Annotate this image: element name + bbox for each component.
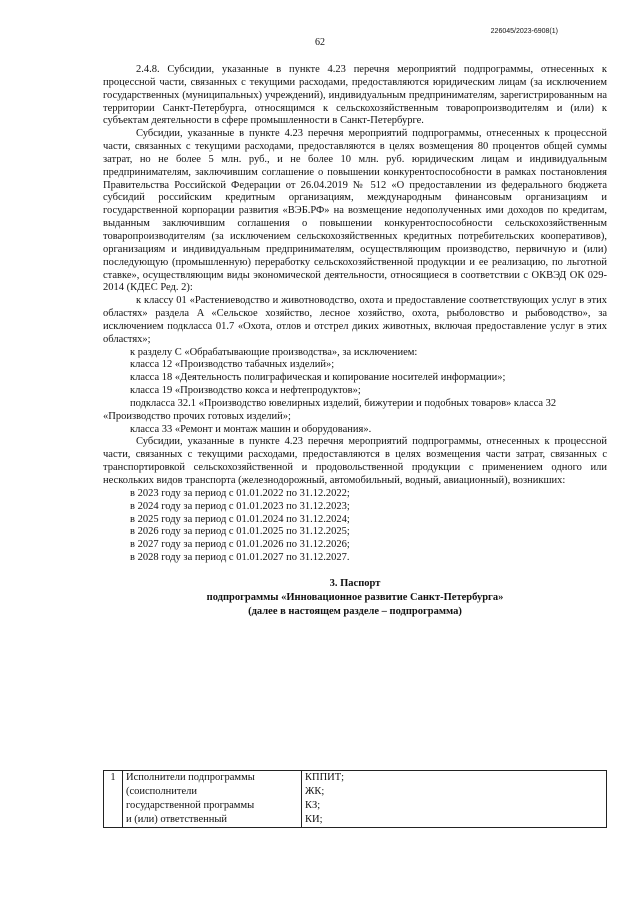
value-line: КППИТ;: [305, 772, 345, 783]
row-label-cell: [123, 771, 302, 828]
value-line: КЗ;: [305, 800, 321, 811]
row-value-cell: [302, 771, 607, 828]
document-body: [103, 64, 607, 619]
label-line: Исполнители подпрограммы: [126, 772, 255, 783]
label-line: и (или) ответственный: [126, 814, 228, 825]
row-number-cell: 1: [104, 771, 123, 828]
exclusion-list: [103, 347, 607, 437]
paragraph-transport: Субсидии, указанные в пункте 4.23 перечня мероприятий подпрограммы, отнесенных к процессной части, связанных с текущими расходами, предоставляются в целях возмещения части затрат, связанных с транспортировкой сельскохозяйственной и продовольственной продукции с применением одного или нескольких видов транспорта (железнодорожный, автомобильный, водный, авиационный), возникших:: [103, 436, 607, 486]
label-line: (соисполнители: [126, 786, 198, 797]
year-period-item: в 2026 году за период с 01.01.2025 по 31.12.2025;: [130, 526, 350, 538]
list-item: класса 18 «Деятельность полиграфическая и копирование носителей информации»;: [130, 372, 506, 384]
year-period-item: в 2024 году за период с 01.01.2023 по 31.12.2023;: [130, 500, 350, 512]
table-row: [104, 771, 607, 828]
document-id: 226045/2023-6908(1): [490, 28, 558, 35]
value-line: КИ;: [305, 814, 323, 825]
year-periods-list: [103, 488, 607, 565]
paragraph-subsidies-conditions: Субсидии, указанные в пункте 4.23 перечня мероприятий подпрограммы, отнесенных к процессной части, связанных с текущими расходами, предоставляются в целях возмещения 80 процентов общей суммы затрат, но не более 5 млн. руб., и не более 10 млн. руб. юридическим лицам и индивидуальным предпринимателям, заключившим соглашение о повышении конкурентоспособности в рамках постановления Правительства Российской Федерации от 26.04.2019 № 512 «О предоставлении из федерального бюджета субсидий российским кредитным организациям, международным финансовым организациям и государственной корпорации развития «ВЭБ.РФ» на возмещение недополученных ими доходов по кредитам, выданным заключившим соглашения о повышении конкурентоспособности сельскохозяйственным товаропроизводителям (за исключением сельскохозяйственных кредитных потребительских кооперативов), организациям и индивидуальным предпринимателям, осуществляющим производство, первичную и (или) последующую (промышленную) переработку сельскохозяйственной продукции и ее реализацию, по льготной ставке», осуществляющим виды экономической деятельности, относящиеся в соответствии с ОКВЭД ОК 029-2014 (КДЕС Ред. 2):: [103, 128, 607, 294]
paragraph-2-4-8: 2.4.8. Субсидии, указанные в пункте 4.23 перечня мероприятий подпрограммы, отнесенных к процессной части, связанных с текущими расходами, предоставляются юридическим лицам (за исключением государственных (муниципальных) учреждений), индивидуальным предпринимателям, зарегистрированным на территории Санкт-Петербурга, относящимся к сельскохозяйственным товаропроизводителям и (или) к субъектам деятельности в сфере промышленности в Санкт-Петербурге.: [103, 64, 607, 127]
section-title: 3. Паспорт: [329, 577, 381, 589]
year-period-item: в 2023 году за период с 01.01.2022 по 31.12.2022;: [130, 487, 350, 499]
label-line: государственной программы: [126, 800, 255, 811]
section-subtitle: подпрограммы «Инновационное развитие Санкт-Петербурга»: [206, 591, 504, 603]
page-number: 62: [315, 37, 325, 48]
section-heading: [103, 577, 607, 619]
passport-table: [103, 770, 607, 828]
section-note: (далее в настоящем разделе – подпрограмма): [248, 605, 462, 617]
list-item: класса 12 «Производство табачных изделий»;: [130, 359, 335, 371]
year-period-item: в 2027 году за период с 01.01.2026 по 31.12.2026;: [130, 539, 350, 551]
year-period-item: в 2025 году за период с 01.01.2024 по 31.12.2024;: [130, 513, 350, 525]
list-item: класса 33 «Ремонт и монтаж машин и оборудования».: [130, 423, 372, 435]
list-item: подкласса 32.1 «Производство ювелирных изделий, бижутерии и подобных товаров» класса 32 «Производство прочих готовых изделий»;: [103, 397, 557, 422]
list-item: к разделу С «Обрабатывающие производства», за исключением:: [130, 346, 418, 358]
list-item: класса 19 «Производство кокса и нефтепродуктов»;: [130, 385, 361, 397]
paragraph-class-01: к классу 01 «Растениеводство и животноводство, охота и предоставление соответствующих услуг в этих областях» раздела A «Сельское хозяйство, лесное хозяйство, охота, рыболовство и рыбоводство», за исключением подкласса 01.7 «Охота, отлов и отстрел диких животных, включая предоставление услуг в этих областях»;: [103, 295, 607, 345]
value-line: ЖК;: [305, 786, 325, 797]
year-period-item: в 2028 году за период с 01.01.2027 по 31.12.2027.: [130, 552, 350, 564]
